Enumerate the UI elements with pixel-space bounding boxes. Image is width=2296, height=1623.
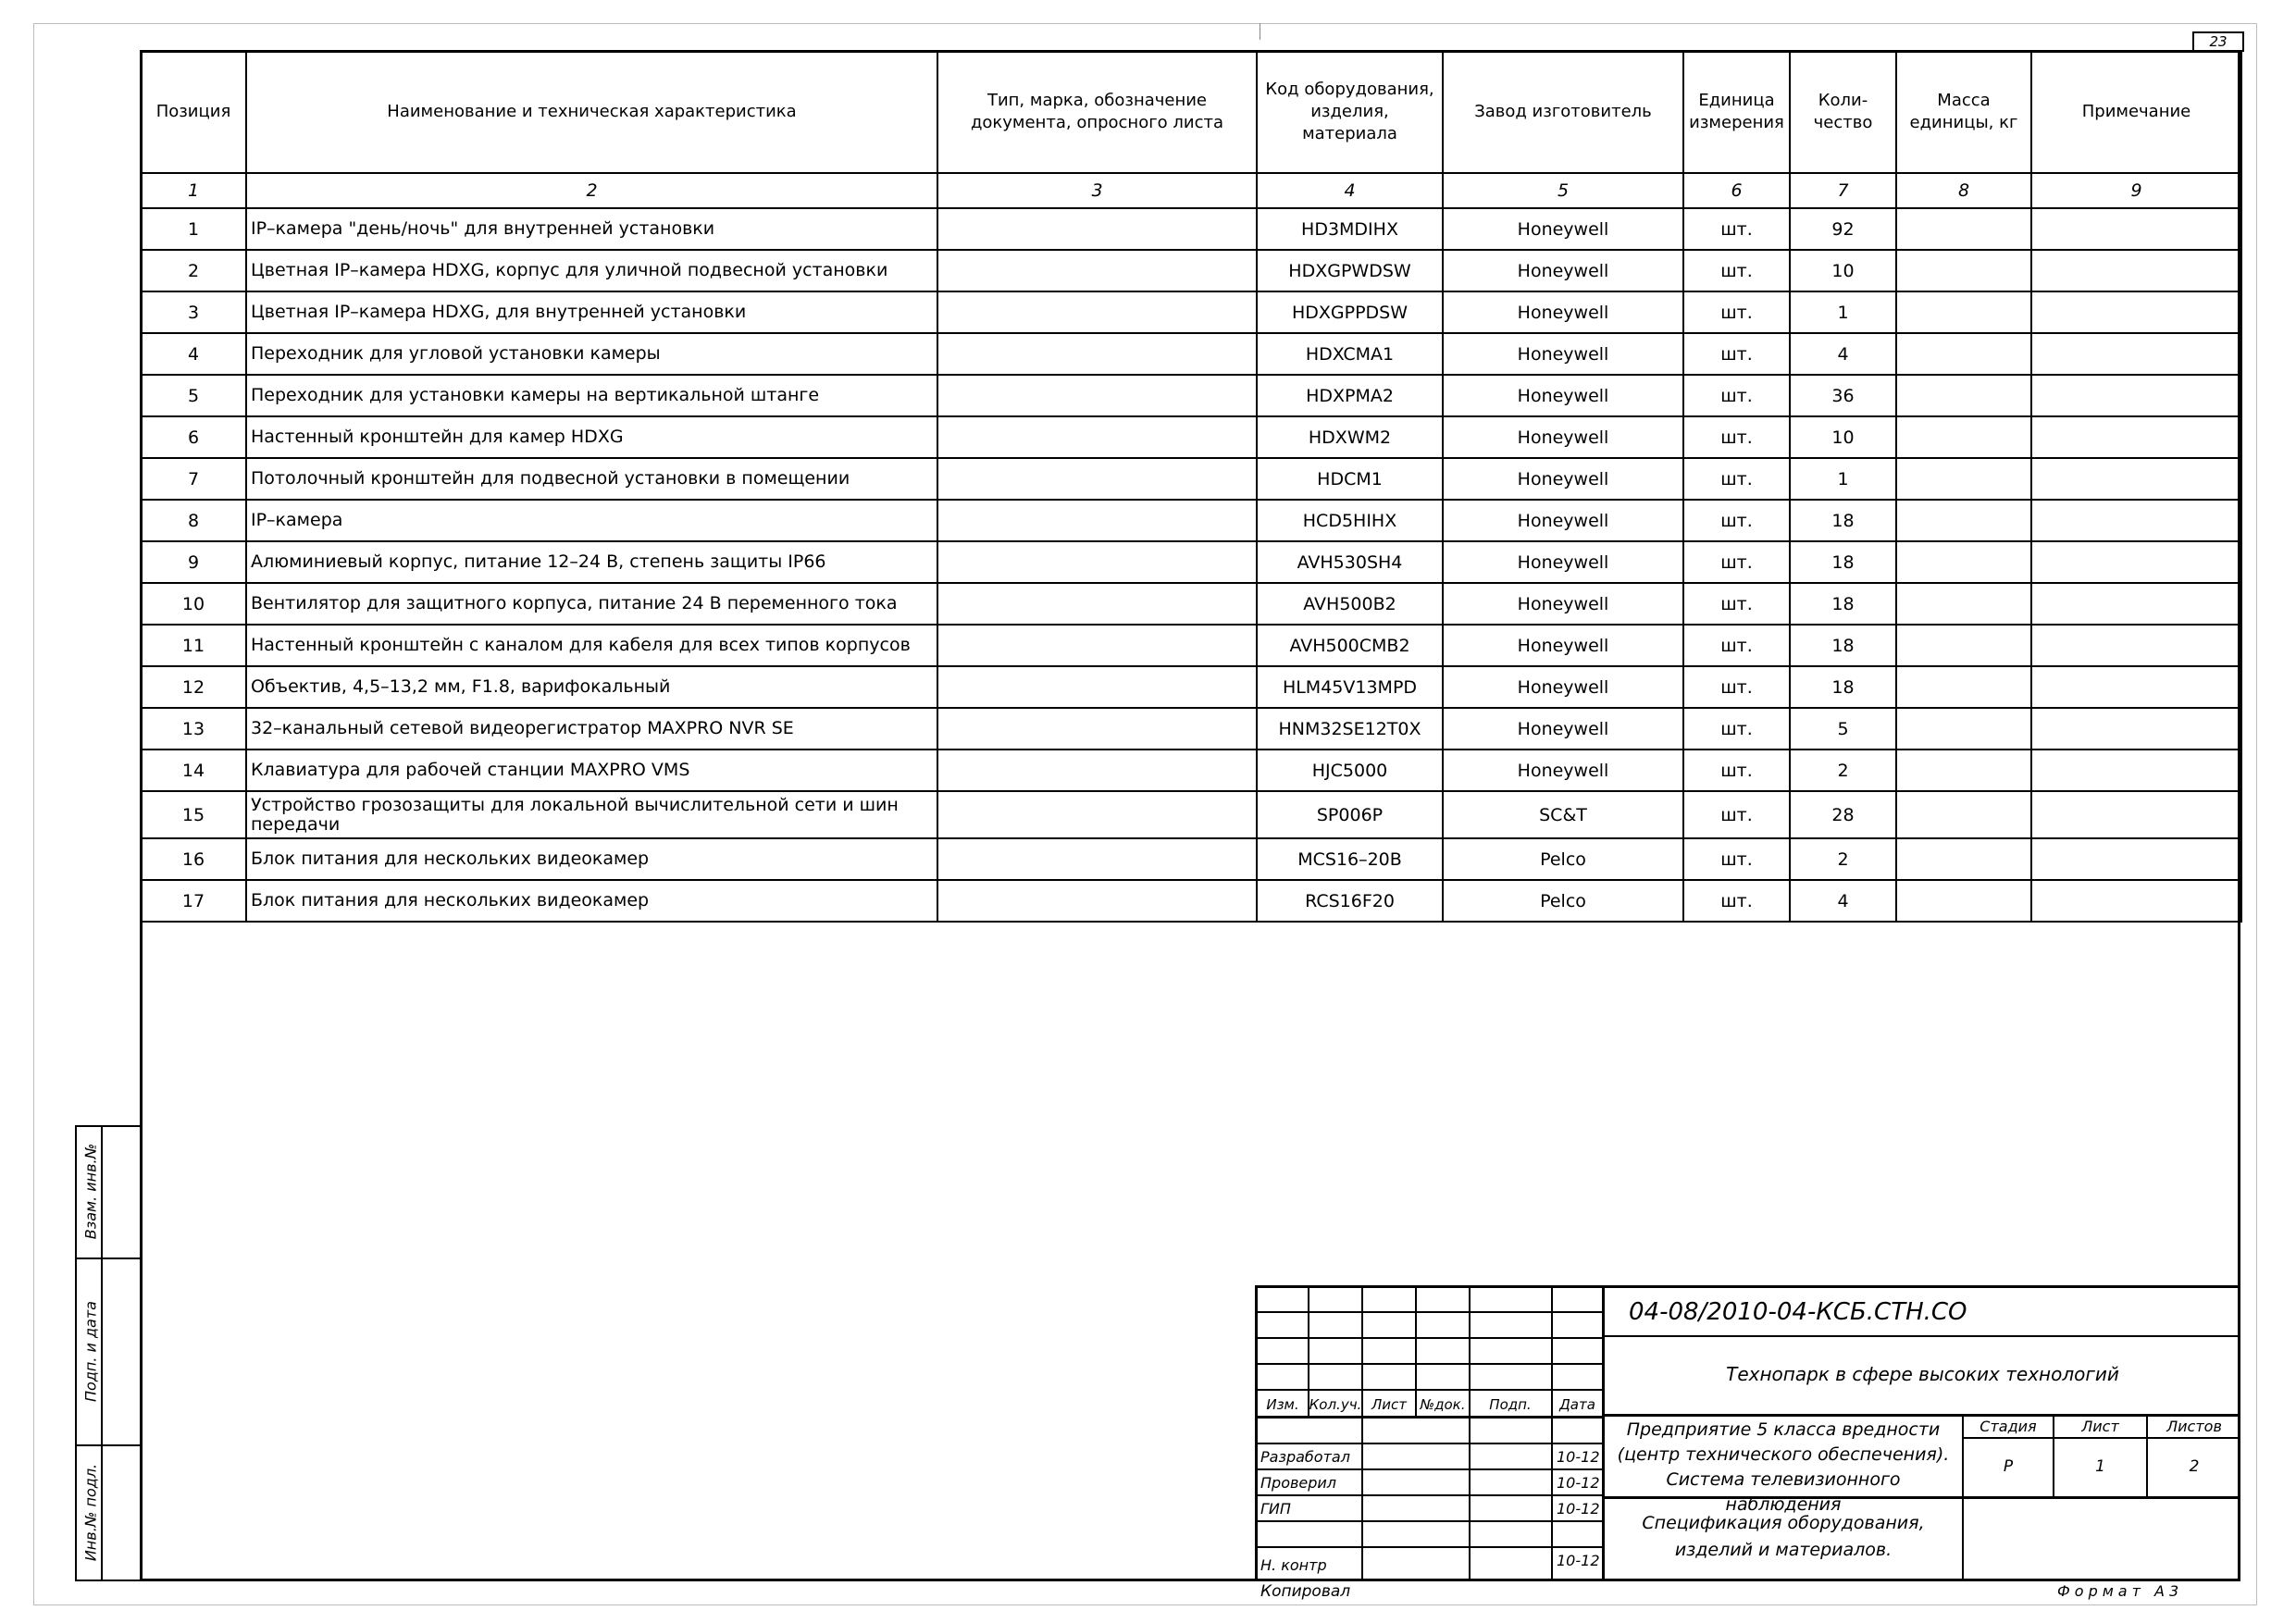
row-mass (1896, 458, 2031, 500)
table-row (141, 250, 2241, 291)
row-code: RCS16F20 (1257, 880, 1443, 922)
col-header-unit: Единица измерения (1683, 51, 1790, 173)
row-code: HDXWM2 (1257, 416, 1443, 458)
project-name: Технопарк в сфере высоких технологий (1726, 1363, 2119, 1385)
row-mass (1896, 416, 2031, 458)
row-code: HNM32SE12T0X (1257, 708, 1443, 750)
row-mass (1896, 250, 2031, 291)
row-maker: Honeywell (1443, 208, 1683, 250)
row-maker: Honeywell (1443, 625, 1683, 666)
row-unit: шт. (1683, 500, 1790, 541)
row-type (937, 541, 1257, 583)
row-maker: Honeywell (1443, 583, 1683, 625)
row-code: HDXPMA2 (1257, 375, 1443, 416)
row-type (937, 500, 1257, 541)
col-number: 6 (1683, 173, 1790, 208)
col-number: 8 (1896, 173, 2031, 208)
row-qty: 18 (1790, 583, 1896, 625)
row-qty: 18 (1790, 625, 1896, 666)
table-row (141, 375, 2241, 416)
row-note (2031, 333, 2241, 375)
row-maker: Honeywell (1443, 666, 1683, 708)
col-number: 2 (246, 173, 937, 208)
row-maker: Pelco (1443, 880, 1683, 922)
row-note (2031, 880, 2241, 922)
sheet-title: Спецификация оборудования, изделий и материалов. (1642, 1513, 1925, 1560)
table-row (141, 416, 2241, 458)
row-mass (1896, 708, 2031, 750)
row-type (937, 708, 1257, 750)
row-qty: 1 (1790, 291, 1896, 333)
row-qty: 92 (1790, 208, 1896, 250)
row-position: 2 (141, 250, 246, 291)
row-maker: Honeywell (1443, 541, 1683, 583)
col-header-name: Наименование и техническая характеристика (246, 51, 937, 173)
row-type (937, 208, 1257, 250)
row-note (2031, 750, 2241, 791)
row-code: AVH500CMB2 (1257, 625, 1443, 666)
row-position: 12 (141, 666, 246, 708)
table-row (141, 541, 2241, 583)
row-mass (1896, 625, 2031, 666)
row-mass (1896, 880, 2031, 922)
row-position: 10 (141, 583, 246, 625)
stamp-sign-date-label: Подп. и дата (81, 1301, 100, 1402)
row-type (937, 375, 1257, 416)
row-maker: SC&T (1443, 791, 1683, 838)
row-mass (1896, 666, 2031, 708)
row-qty: 28 (1790, 791, 1896, 838)
row-unit: шт. (1683, 583, 1790, 625)
role-norm-control: Н. контр (1260, 1556, 1327, 1574)
row-position: 15 (141, 791, 246, 838)
role-checked: Проверил (1260, 1474, 1337, 1492)
role-norm-control-date: 10-12 (1557, 1552, 1600, 1569)
row-qty: 18 (1790, 666, 1896, 708)
role-developed: Разработал (1260, 1448, 1350, 1466)
row-note (2031, 500, 2241, 541)
row-maker: Pelco (1443, 838, 1683, 880)
table-row (141, 333, 2241, 375)
row-mass (1896, 291, 2031, 333)
row-qty: 18 (1790, 541, 1896, 583)
row-maker: Honeywell (1443, 291, 1683, 333)
row-type (937, 838, 1257, 880)
row-mass (1896, 838, 2031, 880)
row-qty: 18 (1790, 500, 1896, 541)
row-maker: Honeywell (1443, 708, 1683, 750)
row-name: Вентилятор для защитного корпуса, питание 24 В переменного тока (246, 583, 937, 625)
row-unit: шт. (1683, 708, 1790, 750)
sheets-label: Листов (2166, 1418, 2222, 1435)
row-position: 5 (141, 375, 246, 416)
row-type (937, 880, 1257, 922)
row-code: AVH500B2 (1257, 583, 1443, 625)
table-row (141, 708, 2241, 750)
row-qty: 4 (1790, 880, 1896, 922)
row-type (937, 666, 1257, 708)
table-row (141, 291, 2241, 333)
row-name: IP–камера "день/ночь" для внутренней установки (246, 208, 937, 250)
row-position: 7 (141, 458, 246, 500)
row-type (937, 791, 1257, 838)
stamp-inv-orig-label: Инв.№ подл. (81, 1463, 100, 1562)
copied-label: Копировал (1260, 1582, 1351, 1601)
role-developed-date: 10-12 (1557, 1448, 1600, 1466)
row-name: Настенный кронштейн для камер HDXG (246, 416, 937, 458)
col-header-qty: Коли- чество (1790, 51, 1896, 173)
role-gip: ГИП (1260, 1500, 1291, 1518)
col-header-code: Код оборудования, изделия, материала (1257, 51, 1443, 173)
row-note (2031, 625, 2241, 666)
row-note (2031, 666, 2241, 708)
col-number: 1 (141, 173, 246, 208)
row-note (2031, 250, 2241, 291)
col-number: 5 (1443, 173, 1683, 208)
row-name: Цветная IP–камера HDXG, для внутренней установки (246, 291, 937, 333)
row-name: Переходник для угловой установки камеры (246, 333, 937, 375)
row-note (2031, 541, 2241, 583)
row-code: HDCM1 (1257, 458, 1443, 500)
rev-header-doc: №док. (1420, 1396, 1466, 1413)
row-position: 3 (141, 291, 246, 333)
table-row (141, 208, 2241, 250)
row-unit: шт. (1683, 541, 1790, 583)
row-code: HCD5HIHX (1257, 500, 1443, 541)
row-mass (1896, 583, 2031, 625)
col-number: 7 (1790, 173, 1896, 208)
column-number-row (141, 173, 2241, 208)
table-row (141, 791, 2241, 838)
row-maker: Honeywell (1443, 500, 1683, 541)
row-note (2031, 208, 2241, 250)
col-header-maker: Завод изготовитель (1443, 51, 1683, 173)
sheets-value: 2 (2189, 1457, 2200, 1476)
col-header-type: Тип, марка, обозначение документа, опросного листа (937, 51, 1257, 173)
row-name: Объектив, 4,5–13,2 мм, F1.8, варифокальный (246, 666, 937, 708)
row-name: Цветная IP–камера HDXG, корпус для уличной подвесной установки (246, 250, 937, 291)
row-qty: 1 (1790, 458, 1896, 500)
row-maker: Honeywell (1443, 250, 1683, 291)
table-row (141, 750, 2241, 791)
row-code: HJC5000 (1257, 750, 1443, 791)
row-mass (1896, 750, 2031, 791)
row-name: Настенный кронштейн с каналом для кабеля для всех типов корпусов (246, 625, 937, 666)
row-code: HD3MDIHX (1257, 208, 1443, 250)
row-name: Потолочный кронштейн для подвесной установки в помещении (246, 458, 937, 500)
rev-header-date: Дата (1559, 1396, 1595, 1413)
row-maker: Honeywell (1443, 333, 1683, 375)
row-unit: шт. (1683, 375, 1790, 416)
row-mass (1896, 500, 2031, 541)
row-unit: шт. (1683, 625, 1790, 666)
row-position: 17 (141, 880, 246, 922)
row-maker: Honeywell (1443, 750, 1683, 791)
row-code: HDXGPPDSW (1257, 291, 1443, 333)
specification-table (140, 50, 2242, 923)
row-qty: 4 (1790, 333, 1896, 375)
rev-header-izm: Изм. (1266, 1396, 1299, 1413)
row-name: Алюминиевый корпус, питание 12–24 В, степень защиты IP66 (246, 541, 937, 583)
row-note (2031, 583, 2241, 625)
row-qty: 2 (1790, 750, 1896, 791)
sheet-value: 1 (2095, 1457, 2105, 1476)
role-gip-date: 10-12 (1557, 1500, 1600, 1518)
row-type (937, 291, 1257, 333)
title-block (1255, 1285, 2240, 1581)
row-name: Переходник для установки камеры на вертикальной штанге (246, 375, 937, 416)
row-unit: шт. (1683, 880, 1790, 922)
col-number: 3 (937, 173, 1257, 208)
col-header-note: Примечание (2031, 51, 2241, 173)
row-mass (1896, 208, 2031, 250)
stamp-divider (101, 1125, 103, 1581)
row-note (2031, 791, 2241, 838)
row-unit: шт. (1683, 750, 1790, 791)
row-type (937, 333, 1257, 375)
row-code: AVH530SH4 (1257, 541, 1443, 583)
col-header-position: Позиция (141, 51, 246, 173)
row-type (937, 583, 1257, 625)
row-name: Блок питания для нескольких видеокамер (246, 838, 937, 880)
table-row (141, 880, 2241, 922)
row-note (2031, 458, 2241, 500)
row-unit: шт. (1683, 333, 1790, 375)
row-mass (1896, 791, 2031, 838)
row-code: HDXCMA1 (1257, 333, 1443, 375)
row-type (937, 458, 1257, 500)
row-maker: Honeywell (1443, 375, 1683, 416)
row-qty: 10 (1790, 416, 1896, 458)
doc-code: 04-08/2010-04-КСБ.СТН.СО (1629, 1298, 1967, 1326)
stamp-replaced-inv-label: Взам. инв.№ (81, 1143, 100, 1240)
sheet-label: Лист (2081, 1418, 2119, 1435)
role-checked-date: 10-12 (1557, 1474, 1600, 1492)
stage-value: Р (2003, 1457, 2014, 1476)
col-header-mass: Масса единицы, кг (1896, 51, 2031, 173)
row-mass (1896, 375, 2031, 416)
row-position: 4 (141, 333, 246, 375)
row-note (2031, 375, 2241, 416)
table-row (141, 458, 2241, 500)
stage-label: Стадия (1980, 1418, 2037, 1435)
row-type (937, 416, 1257, 458)
row-name: Устройство грозозащиты для локальной вычислительной сети и шин передачи (246, 791, 937, 838)
row-type (937, 750, 1257, 791)
row-code: HDXGPWDSW (1257, 250, 1443, 291)
row-unit: шт. (1683, 458, 1790, 500)
row-position: 9 (141, 541, 246, 583)
table-row (141, 583, 2241, 625)
row-unit: шт. (1683, 666, 1790, 708)
row-note (2031, 708, 2241, 750)
row-qty: 5 (1790, 708, 1896, 750)
row-code: SP006P (1257, 791, 1443, 838)
row-type (937, 250, 1257, 291)
row-unit: шт. (1683, 791, 1790, 838)
table-row (141, 625, 2241, 666)
row-position: 1 (141, 208, 246, 250)
header-row (141, 51, 2241, 173)
row-position: 8 (141, 500, 246, 541)
row-unit: шт. (1683, 416, 1790, 458)
row-position: 14 (141, 750, 246, 791)
format-label: Формат А3 (2057, 1582, 2184, 1600)
row-unit: шт. (1683, 208, 1790, 250)
row-note (2031, 291, 2241, 333)
row-maker: Honeywell (1443, 416, 1683, 458)
rev-header-sign: Подп. (1489, 1396, 1532, 1413)
row-mass (1896, 541, 2031, 583)
row-position: 11 (141, 625, 246, 666)
table-row (141, 500, 2241, 541)
table-row (141, 838, 2241, 880)
row-mass (1896, 333, 2031, 375)
row-qty: 36 (1790, 375, 1896, 416)
row-name: 32–канальный сетевой видеорегистратор MAXPRO NVR SE (246, 708, 937, 750)
row-position: 6 (141, 416, 246, 458)
row-qty: 2 (1790, 838, 1896, 880)
row-maker: Honeywell (1443, 458, 1683, 500)
col-number: 4 (1257, 173, 1443, 208)
row-unit: шт. (1683, 250, 1790, 291)
row-qty: 10 (1790, 250, 1896, 291)
col-number: 9 (2031, 173, 2241, 208)
rev-header-list: Лист (1371, 1396, 1407, 1413)
row-position: 13 (141, 708, 246, 750)
row-note (2031, 416, 2241, 458)
row-name: IP–камера (246, 500, 937, 541)
row-note (2031, 838, 2241, 880)
table-row (141, 666, 2241, 708)
row-code: HLM45V13MPD (1257, 666, 1443, 708)
object-name: Предприятие 5 класса вредности (центр технического обеспечения). Система телевизионного наблюдения (1617, 1419, 1950, 1515)
row-position: 16 (141, 838, 246, 880)
row-code: MCS16–20B (1257, 838, 1443, 880)
row-unit: шт. (1683, 291, 1790, 333)
rev-header-kol: Кол.уч. (1309, 1396, 1362, 1413)
row-type (937, 625, 1257, 666)
row-unit: шт. (1683, 838, 1790, 880)
sheet-number: 23 (2192, 31, 2244, 52)
row-name: Блок питания для нескольких видеокамер (246, 880, 937, 922)
row-name: Клавиатура для рабочей станции MAXPRO VMS (246, 750, 937, 791)
